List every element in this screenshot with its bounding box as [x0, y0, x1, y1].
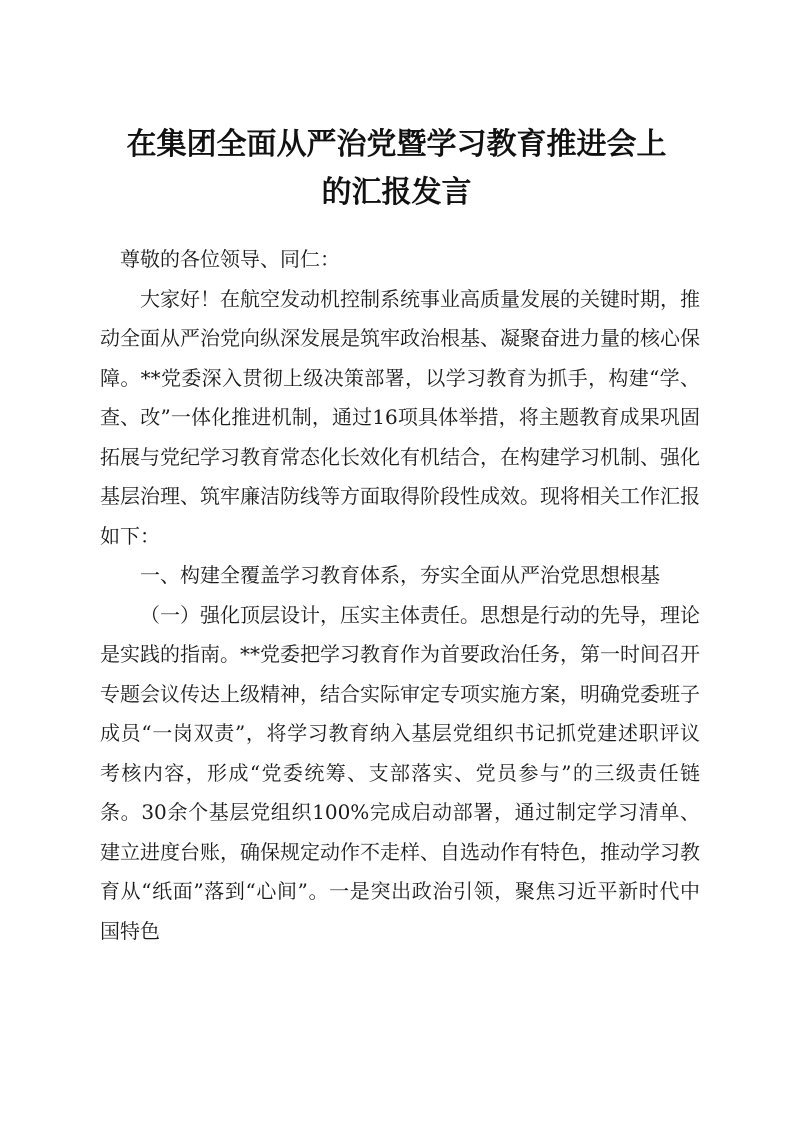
salutation: 尊敬的各位领导、同仁：	[120, 247, 340, 271]
paragraph-subsection-1: （一）强化顶层设计，压实主体责任。思想是行动的先导，理论是实践的指南。**党委把学习教育作为首要政治任务，第一时间召开专题会议传达上级精神，结合实际审定专项实施方案，明确党委班子成员“一岗双责”，将学习教育纳入基层党组织书记抓党建述职评议考核内容，形成“党委统筹、支部落实、党员参与”的三级责任链条。30余个基层党组织100%完成启动部署，通过制定学习清单、建立进度台账，确保规定动作不走样、自选动作有特色，推动学习教育从“纸面”落到“心间”。一是突出政治引领，聚焦习近平新时代中国特色	[100, 602, 700, 943]
document-title-line-2: 的汇报发言	[321, 175, 472, 210]
document-title-line-1: 在集团全面从严治党暨学习教育推进会上	[126, 127, 667, 162]
paragraph-opening: 大家好！在航空发动机控制系统事业高质量发展的关键时期，推动全面从严治党向纵深发展是筑牢政治根基、凝聚奋进力量的核心保障。**党委深入贯彻上级决策部署，以学习教育为抓手，构建“学、查、改”一体化推进机制，通过16项具体举措，将主题教育成果巩固拓展与党纪学习教育常态化长效化有机结合，在构建学习机制、强化基层治理、筑牢廉洁防线等方面取得阶段性成效。现将相关工作汇报如下：	[100, 286, 700, 548]
document-body	[100, 240, 700, 951]
section-heading-1: 一、构建全覆盖学习教育体系，夯实全面从严治党思想根基	[140, 563, 660, 587]
